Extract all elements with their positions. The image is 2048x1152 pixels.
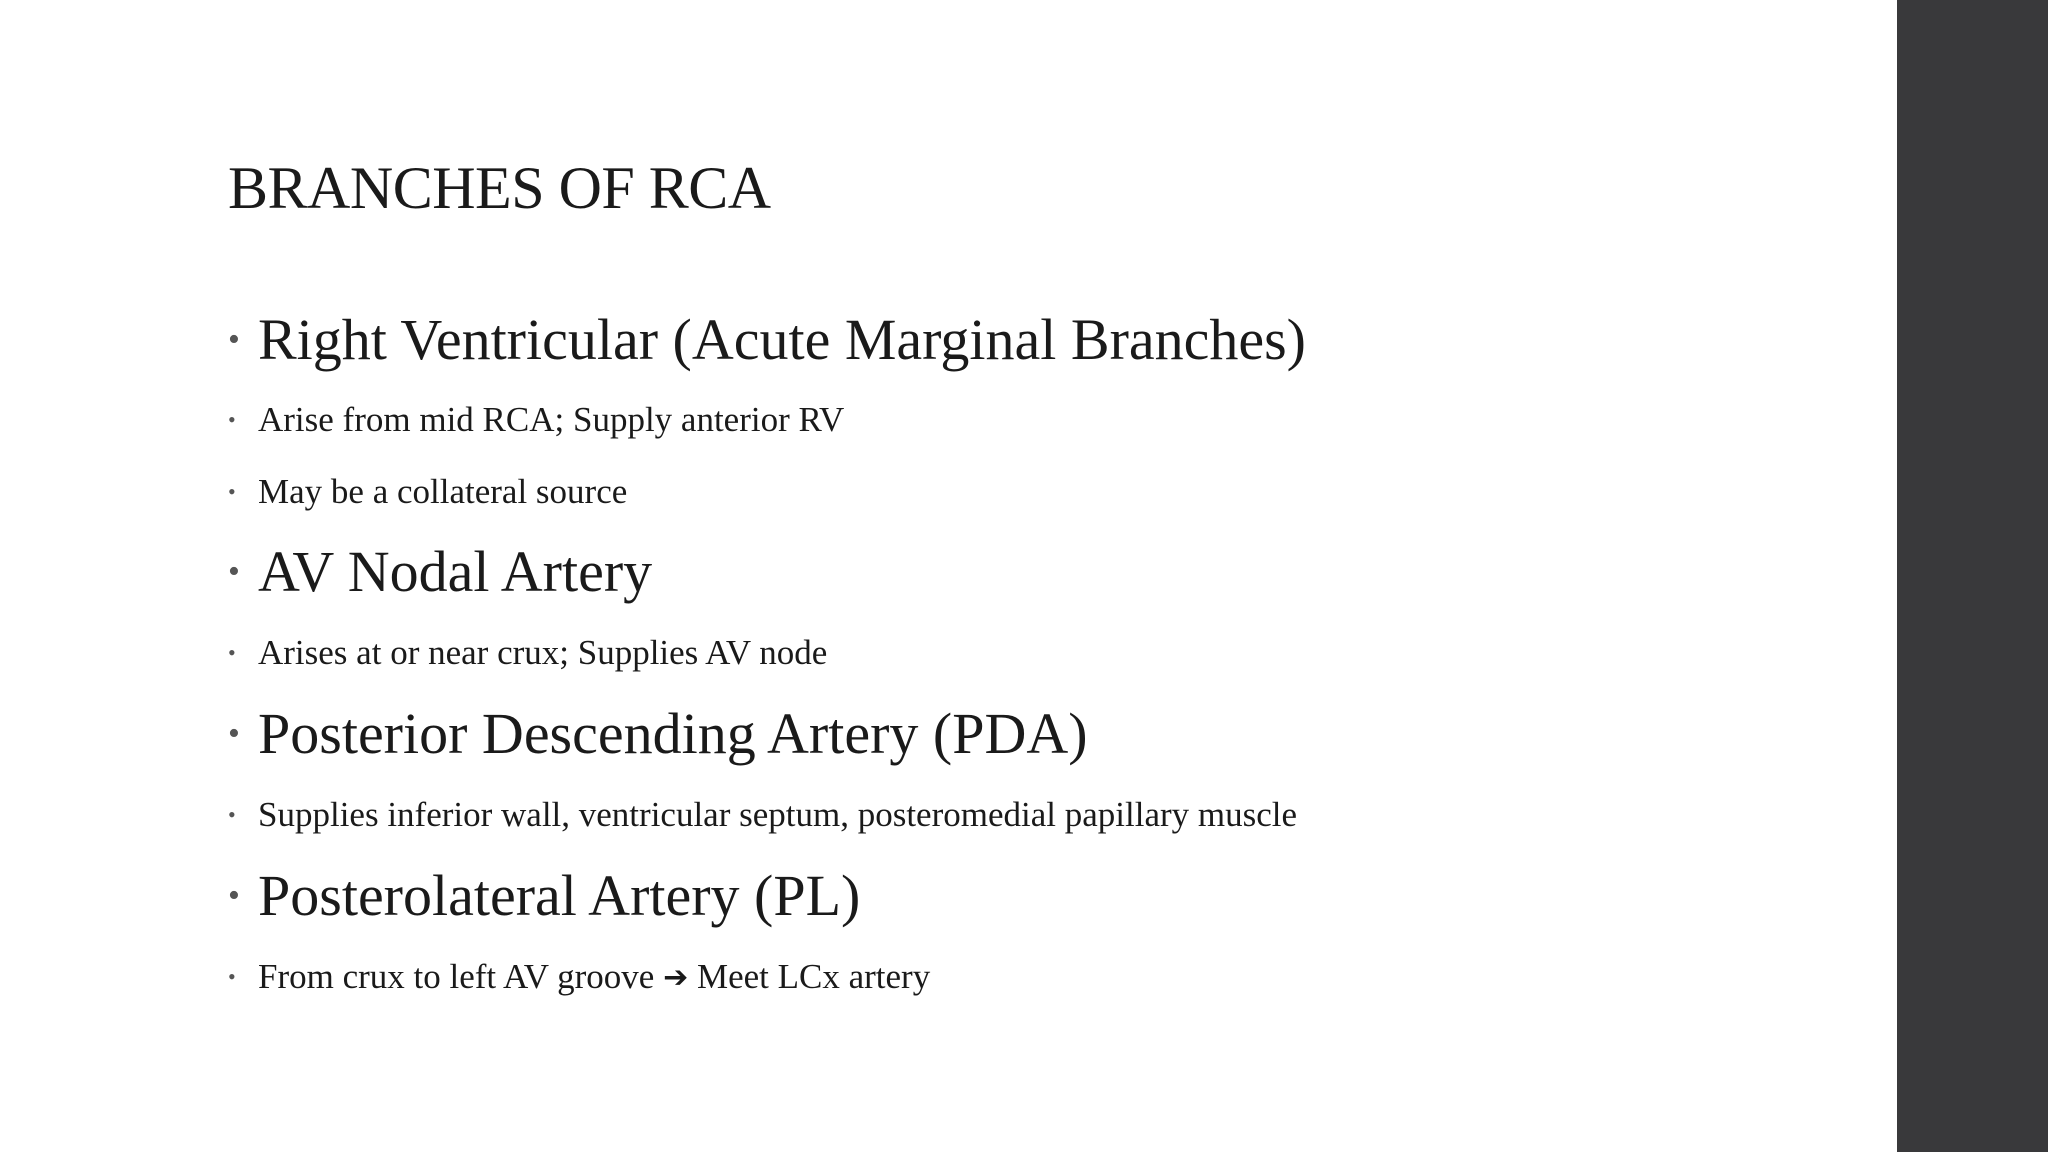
bullet-dot-icon: • <box>228 320 240 358</box>
bullet-text: Supplies inferior wall, ventricular septum, posteromedial papillary muscle <box>258 795 1298 834</box>
bullet-text: Arise from mid RCA; Supply anterior RV <box>258 400 845 439</box>
bullet-item <box>228 862 860 929</box>
bullet-dot-icon: • <box>228 552 240 590</box>
sub-bullet-item <box>228 633 827 673</box>
sub-bullet-item <box>228 400 844 440</box>
bullet-text-part: From crux to left AV groove <box>258 957 664 996</box>
bullet-dot-icon: • <box>228 964 236 989</box>
bullet-text: Posterior Descending Artery (PDA) <box>258 701 1088 766</box>
bullet-text-part: Meet LCx artery <box>688 957 931 996</box>
bullet-item <box>228 306 1306 373</box>
bullet-dot-icon: • <box>228 876 240 914</box>
bullet-text: AV Nodal Artery <box>258 539 653 604</box>
bullet-text: May be a collateral source <box>258 472 628 511</box>
sub-bullet-item <box>228 957 930 997</box>
bullet-item <box>228 700 1088 767</box>
bullet-item <box>228 538 652 605</box>
bullet-dot-icon: • <box>228 407 236 432</box>
bullet-text: Posterolateral Artery (PL) <box>258 863 861 928</box>
sub-bullet-item <box>228 472 627 512</box>
bullet-dot-icon: • <box>228 802 236 827</box>
bullet-dot-icon: • <box>228 640 236 665</box>
sub-bullet-item <box>228 795 1297 835</box>
bullet-dot-icon: • <box>228 479 236 504</box>
arrow-right-icon: ➔ <box>663 959 689 995</box>
slide-title: BRANCHES OF RCA <box>228 155 771 221</box>
decorative-side-band <box>1897 0 2048 1152</box>
bullet-text: Right Ventricular (Acute Marginal Branches) <box>258 307 1306 372</box>
bullet-dot-icon: • <box>228 714 240 752</box>
bullet-text: Arises at or near crux; Supplies AV node <box>258 633 828 672</box>
